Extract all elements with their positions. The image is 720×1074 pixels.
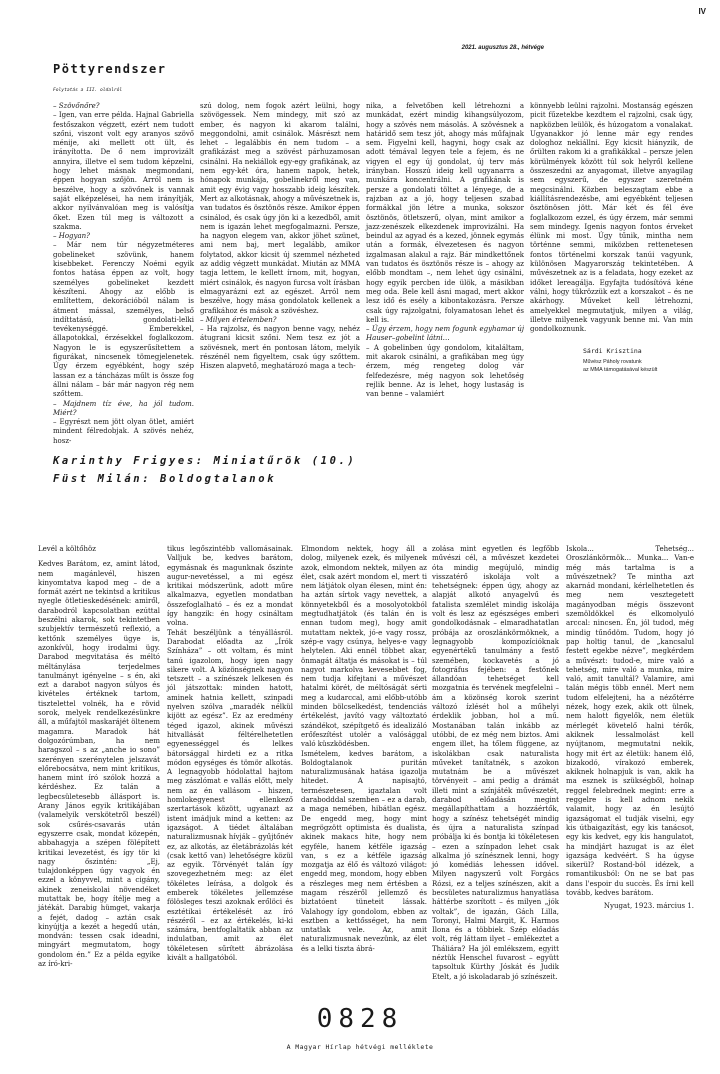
paragraph: – A gobelinben úgy gondolom, kitaláltam, mit akarok csinálni, a grafikában meg úgy érzem, még rengeteg dolog vár felfedezésre, még nagyon sok lehetőség rejlik benne. Az is lehet, hogy lustaság is van benne – valamiért [366, 343, 524, 399]
paragraph: – Ha rajzolsz, és nagyon benne vagy, nehéz átugrani kicsit szőni. Nem tesz ez jót a szövésnek, mert én pontosan látom, melyik részénél nem figyeltem, csak úgy szőttem. Hiszen alapvető, meghatározó maga a tech- [200, 325, 360, 371]
article-column-1 [53, 102, 194, 445]
article-title: Pöttyrendszer [53, 62, 167, 76]
letter-column-4 [432, 545, 559, 981]
paragraph: – Szövőnőre? [53, 102, 100, 110]
supplement-number: 0828 [316, 1004, 404, 1034]
paragraph: zolása mint egyetlen és legfőbb művészi cél, a művészet kezdetei óta mindig megújuló, mindig visszatérő iskolája volt a tehetségnek: éppen úgy, ahogy az alapját alkotó anyagelvű és fatalista szemlélet mindig iskolája volt és lesz az egészséges emberi gondolkodásnak – elmaradhatatlan próbája az oroszlánkörmöknek, a legnagyobb kompozícióknak egyenértékű tanulmány a festő szemében, kockavetés a jó fotográfus fejében: a festőnek állandóan tehetséget kell mozgatnia és tervének megfelelni – ám a közönség korok szerint változó ízlését hol a műhelyi érdeklik jobban, hol a mű. Mostanában talán inkább az utóbbi, de ez még nem biztos. Ami engem illet, ha tőlem függene, az iskolákban csak naturalista műveket tanítatnék, s azokon mutatnám be a művészet törvényeit – ami pedig a drámát illeti mint a színjáték művészetét, darabod előadásán megint megállapíthattam a hozzáértők, hogy a színész tehetségét mindig és újra a naturalista színpad próbálja ki és bontja ki tökéletesen – ezen a színpadon lehet csak alkalma jó színésznek lenni, hogy jó komédiás lehessen idővel. Milyen nagyszerű volt Forgács Rózsi, ez a teljes színészen, akit a becsületes naturalizmus hanyatlása háttérbe szorított – és milyen „jók voltak”, de igazán, Gách Lilla, Toronyi, Halmi Margit, K. Harmos Ilona és a többiek. Szép előadás volt, rég láttam ilyet – emlékeztet a Tháliára? Ha jól emlékszem, egyitt néztük Henschel fuvarost – együtt tapsoltuk Kürthy Jóskát és Judik Etelt, a jó iskoladarab jó színészeit. [432, 545, 559, 981]
sponsor-note [583, 359, 657, 375]
paragraph: Nyugat, 1923. március 1. [603, 902, 694, 911]
sponsor-note-line: Művész Páholy rovatunk [583, 359, 642, 365]
paragraph: – Úgy érzem, hogy nem fogunk egyhamar új Hauser–gobelint látni… [366, 325, 524, 343]
paragraph: – Hogyan? [53, 232, 90, 241]
supplement-tagline: A Magyar Hírlap hétvégi melléklete [286, 1043, 434, 1051]
paragraph: – Igen, van erre példa. Hajnal Gabriella festőszakon végzett, ezért nem tudott szőni, viszont volt egy aranyos szövő ménije, aki mellett ott ült, és irányította. De ő nem improvizált annyira, illetve el sem tudom képzelni, hogy lehet másnak megmondani, éppen hogyan szőjön. Arról nem is beszélve, hogy a szövőnek is vannak saját elképzelései, ha nem irányítják, akkor nyilvánvalóan meg is valósítja őket. Ezen túl meg is változott a szakma. [53, 111, 194, 231]
paragraph: – Majdnem tíz éve, ha jól tudom. Miért? [53, 399, 194, 417]
article-continuation-note: Folytatás a III. oldalról [53, 88, 123, 93]
paragraph: – Milyen értelemben? [200, 315, 277, 324]
section-subtitle: Füst Milán: Boldogtalanok [53, 473, 277, 485]
paragraph: Ismételem, kedves barátom, a Boldogtalanok puritán naturalizmusának hatása igazolja hitedet. A napisajtó, természetesen, igaztalan volt darabodddal szemben – ez a darab, a maga nemében, hibátlan egész. De engedd meg, hogy mint megrögzött optimista és dualista, akinek makacs hite, hogy nem egyféle, hanem kétféle igazság van, s ez a kétféle igazság mozgatja az élő és változó világot: engedd meg, mondom, hogy ebben a részleges meg nem értésben a magam részéről jellemző és biztatóent tüneteit lássak. Valahogy így gondolom, ebben az esztben a kettősséget, ha nem untatlak vele. Az, amit naturalizmusnak nevezünk, az élet és a lelki tiszta ábrá- [301, 749, 427, 953]
paragraph: könnyebb leülni rajzolni. Mostanság egészen picit fűzetekbe kezdtem el rajzolni, csak úgy, napközben leülök, és húzogatom a vonalakat. Ugyanakkor jó lenne már egy rendes dologhoz nekiállni. Egy kicsit hiányzik, de őrülten rakom ki a grafikákkal – persze jelen körülmények között túl sok helyről kellene összeszedni az anyagomat, illetve anyagilag sem egyszerű, de egyszer szeretném megcsinálni. Közben beleszagtam ebbe a kiállításrendezésbe, ami egyébként teljesen ösztönösen jött. Már két és fél éve foglalkozom ezzel, és úgy érzem, már semmi sem mindegy. Igenis nagyon fontos érveket élünk mi most. Úgy tűnik, mintha nem történne semmi, miközben rettenetesen fontos történelmi korszak tanúi vagyunk, különösen Magyarország tekintetében. A művészetnek az is a feladata, hogy ezeket az időket lereagálja. Egyfajta tudósítóvá kéne válni, hogy tükrözzük ezt a korszakot – és ne akárhogy. Műveket kell létrehozni, amelyekkel megmutatjuk, milyen a világ, illetve milyenek vagyunk benne mi. Van min gondolkoznunk. [530, 102, 693, 334]
page-number: IV [698, 7, 706, 16]
paragraph: tikus legőszintébb vallomásainak. Valljuk be, kedves barátom, egymásnak és magunknak őszinte augur-nevetéssel, a mi egész kritikai módszerünk, adott műre alkalmazva, egyetlen mondatban összefoglalható – és ez a mondat így hangzik: én hogy csináltam volna. [167, 545, 293, 628]
paragraph: Tehát beszéljünk a tényállásról. Darabodat előadta az „Írók Színháza” – ott voltam, és mint tanú igazolom, hogy igen nagy sikere volt. A közönségnek nagyon tetszett – a színészek lelkesen és jól játszottak: minden hatott, aminek hatnia kellett, szinpadi nyelven szólva „maradék nélkül kijött az egész”. Ez az eredmény téged igazol, akinek művészi hitvallását féltérelhetetlen egyenességgel és lelkes bátorsággal hirdeti ez a ritka módon egységes és tömör alkotás. A legnagyobb hódolattal hajtom meg zászlómat e vallás előtt, mely nem az én vallásom – hiszen, homlokegyenest ellenkező szertartások között, ugyanazt az istent imádjuk mind a ketten: az igazságot. A tiédet általában naturalizmusnak hívják – gyűjtőnév ez, az alkotás, az életábrázolás két (csak kettő van) lehetőségre közül az egyik. Törvényét talán így szovegezhetném meg: az élet tökéletes leírása, a dolgok és emberek tökéletes jellemzése fölösleges teszi azoknak erőlöci és esztétikai értékelését az író részéről – ez az értékelés, ki-ki számára, bentfoglaltatik abban az indulatban, amit az élet tökéletesen sűrített ábrázolása kivált a hallgatóból. [167, 628, 293, 963]
paragraph: szú dolog, nem fogok azért leülni, hogy szövögessek. Nem mindegy, mit szó az ember, és nagyon ki akarom találni, meggondolni, amit csinálok. Másrészt nem lehet – legalábbis én nem tudom – a grafikázást meg a szövést párhuzamosan csinálni. Ha nekiállok egy-egy grafikának, az nem egy-két óra, hanem napok, hetek, hónapok munkája, gobelinekről meg van, amit egy évig vagy hosszabb ideig készítek. Mert az alkotásnak, ahogy a művészetnek is, van tudatos és ösztönös része. Amikor éppen csinálod, és csak úgy jön ki a kezedből, amit nem is igazán lehet megfogalmazni. Persze, ha nagyon elegem van, akkor jöhet szünet, ami nem baj, mert legalább, amikor folytatod, akkor kicsit új szemmel nézheted az addig végzett munkádat. Miután az MMA tagja lettem, le kellett írnom, mit, hogyan, miért csinálok, és nagyon furcsa volt írásban elmagyarázni ezt az egészet. Arról nem beszélve, hogy mása gondolatok kellenek a grafikához és mások a szövéshez. [200, 102, 360, 315]
paragraph: nika, a felvetőben kell létrehozni a munkádat, ezért mindig kihangsúlyozom, hogy a szövés nem másolás. A szövésnek a határidő sem tesz jót, ahogy más műfajnak sem. Figyelni kell, hagyni, hogy csak az adott témával legyen tele a fejem, és ne vigyen el egy új gondolat, új terv más irányban. Hosszú ideig kell ugyanarra a munkára koncentrálni. A grafikának is persze a gondolati töltet a lényege, de a rajzban az a jó, hogy teljesen szabad formákkal jön létre a munka, sokszor ösztönös, ötletszerű, olyan, mint amikor a jazz-zenészek elkezdenek improvizálni. Ha beindul az agyad és a kezed, jönnek egymás után a formák, élvezetesen és nagyon izgalmasan alakul a rajz. Bár mindkettőnek van tudatos és ösztönös része is – ahogy az előbb mondtam –, nem lehet úgy csinálni, hogy egyik percben ide ülök, a másikban meg oda. Bele kell ásni magad, mert akkor lesz idő és esély a kibontakozásra. Persze csak úgy rajzolgatni, folyamatosan lehet és kell is. [366, 102, 524, 324]
article-column-2 [200, 102, 360, 371]
letter-column-3 [301, 545, 427, 970]
section-title: Karinthy Frigyes: Miniatűrök (10.) [53, 455, 357, 467]
paragraph: Iskola... Tehetség... Oroszlánkörmök... Munka... Van-e még más tartalma is a művészetnek? Te mintha azt akarnád mondani, kérlelhetetlen és meg nem vesztegetett magányodban mégis összevont szemöldökkel és elkomolyuló arccal: nincsen. Én, jól tudod, még mindig tűnődöm. Tudom, hogy jó pap holtig tanul, de „kancsalul festett egekbe nézve”, megkérdem a művészt: tudod-e, mire való a tehetség, mire való a munka, mire való, amit tanultál? Valamire, ami talán mégis több ennél. Mert nem tudom elfelejteni, ha a nézőtérre nézek, hogy ezek, akik ott ülnek, nem halott figyelők, nem életük mérlegét követelő halni térők, akiknek lessalmolást kell nyújtanom, megmutatni nekik, hogy mit ért az életük: hanem élő, bizakodó, vírakozó emberek, akiknek holnapjuk is van, akik ha ma esznek is szükségből, holnap reggel felebrednek megint: erre a reggelre is kell adnom nekik valamit, hogy az én lesújtó igazságomat el tudják viselni, egy kis útbaigazítást, egy kis tanácsot, egy kis kedvet, egy kis hangulatot, ha mindjárt hazugat is az élet igazsága kedvéért. S ha úgyse sikerül? Rostand-ból idézek, a romantikusból: On ne se bat pas dans l'espoir du succès. És írni kell tovább, kedves barátom. [566, 545, 694, 897]
paragraph: – Egyrészt nem jött olyan ötlet, amiért mindent félredobjak. A szövés nehéz, hosz- [53, 418, 194, 445]
issue-date: 2021. augusztus 28., hétvége [461, 45, 544, 51]
letter-column-5 [566, 545, 694, 970]
paragraph: Elmondom nektek, hogy áll a dolog, milyenek ezek, és milyenek azok, elmondom nektek, milyen az élet, csak azért mondom el, mert ti nem látjátok olyan élesen, mint én: ha aztán sírtok vagy nevettek, a könnyetekből és a mosolyotokból megtudhatjátok (és talán én is ennan tudom meg), hogy amit mutattam nektek, jó-e vagy rossz, szép-e vagy csúnya, helyes-e vagy helytelen. Aki ennél többet akar, önmagát áltatja és másokat is – túl nagyot markolva kevesebbet fog, nem tudja kifejtani a művészet hatalmi körét, de méltóságát sérti meg a kudarccal, ami előbb-utóbb minden bölcselkedést, tendenciás értékelést, javító vagy változtató szándékot, szépítgető és idealizáló erőfeszítést utolér a valósággal való küszködésben. [301, 545, 427, 749]
paragraph: Kedves Barátom, ez, amint látod, nem magánlevél, hiszen kinyomtatva kapod meg – de a formát azért ne tekintsd a kritikus nyegle ötletieskedésének: amiről, darabodról kapcsolatban ezúttal beszélni akarok, sok tekintetben szubjektív természetű reflexió, a kettőnk személyes ügye is, azonkívül, hogy irodalmi ügy. Darabod megvitatása és méltó méltánylása terjedelmes tanulmányt igényelne – s én, aki ezt a darabot nagyon súlyos és kivételes értéknek tartom, tisztelettel volnék, ha e rövid sorok, melyek rendelkezésünkre áll, a műfajtól maskarájét öltenem magamra. Maradok hát dolgozórúmban, ha nem haragszol – s az „anche io sono” szerényen szerénytelen jelszavát előrebocsátva, nem mint kritikus, hanem mint író szólok hozzá a kérdéshez. Ez talán a legbecsületesebb állásport is. Arany János egyik kritikájában (valamelyik verskötetről beszél) sok csűrés-csavarás után egyszerre csak, mondat közepén, abbahagyja a szépen fölépített kritikai levezetést, és így tör ki nagy őszintén: „Ej, tulajdonképpen úgy vagyok én ezzel a könyvvel, mint a cigány, akinek zeneiskolai növendéket mutattak be, hogy ítélje meg a játékát. Darabig hümget, vakarja a fejét, dadog – aztán csak kinyújtja a kezét a hegedű után, mondván: tessen csak ideadni, mingyárt megmutatom, hogy gondolom én.” Ez a példa egyike az író-kri- [38, 560, 160, 969]
author-signature: Sárdi Krisztina [583, 347, 642, 355]
sponsor-note-line: az MMA támogatásával készült [583, 366, 658, 373]
paragraph: – Már nem túr négyzetméteres gobelineket szövünk, hanem kisebbeket. Ferenczy Noémi egyik fontos hatása éppen az volt, hogy személyes gobelineket kezdett készíteni. Ahogy az előbb is említettem, dekorációból nálam is átment mással, személyes, belső indíttatású, gondolati-lelki tevékenységgé. Emberekkel, állapotokkal, érzésekkel foglalkozom. Nagyon le is egyszerűsítettem a figurákat, nincsenek tömegjelenetek. Úgy érzem egyébként, hogy szép lassan ez a táncházas műlt is össze fog állni nálam – bár már nagyon rég nem szőttem. [53, 241, 194, 399]
paragraph: Levél a költőhöz [38, 545, 96, 553]
letter-column-1 [38, 545, 160, 970]
letter-column-2 [167, 545, 293, 970]
article-column-4 [530, 102, 693, 334]
article-column-3 [366, 102, 524, 399]
